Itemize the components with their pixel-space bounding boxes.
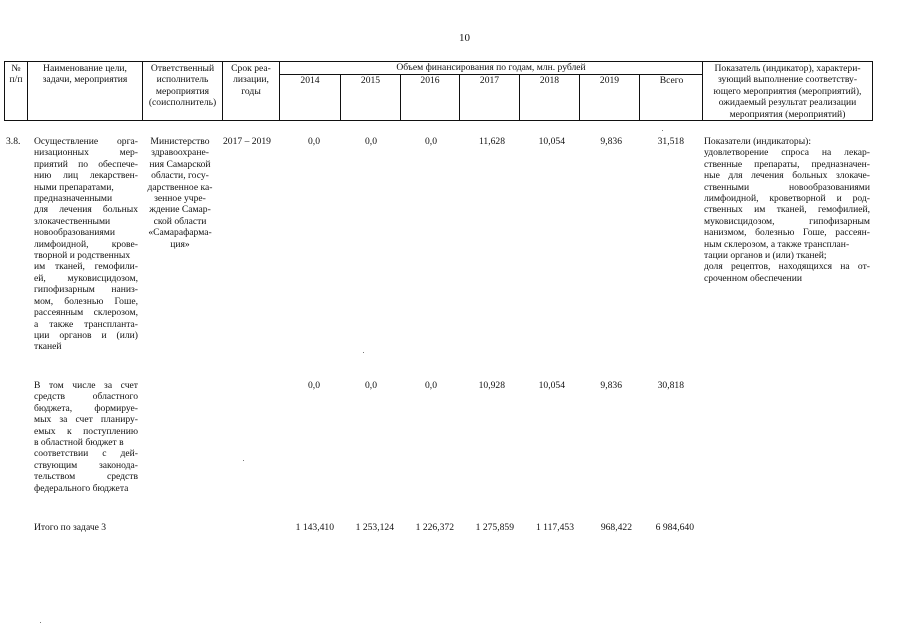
value-2018: 10,054 xyxy=(538,136,565,147)
text-line: ция» xyxy=(170,238,190,250)
text-line: злокачественными xyxy=(34,215,111,227)
header-name: Наименование цели, задачи, мероприятия xyxy=(28,62,143,120)
text-line: сроченном обеспечении xyxy=(704,272,802,284)
text-line: ственными новообразованиями xyxy=(704,181,870,193)
total-2014: 1 143,410 xyxy=(295,522,334,533)
text-line: удовлетворение спроса на лекар- xyxy=(704,147,870,159)
text-line: новообразованиями xyxy=(34,227,116,239)
text-line: предназначенными xyxy=(34,193,113,205)
header-year-2016: 2016 xyxy=(401,74,460,120)
text-line: а также транспланта- xyxy=(34,318,138,330)
page-number: 10 xyxy=(459,32,470,44)
row-number: 3.8. xyxy=(6,136,21,147)
text-line: мом, болезнью Гоше, xyxy=(34,295,138,307)
value-2015: 0,0 xyxy=(365,136,377,147)
text-line: рассеянным склерозом, xyxy=(34,307,138,319)
total-2019: 968,422 xyxy=(600,522,632,533)
text-line: Осуществление орга- xyxy=(34,136,138,147)
text-line: ным склерозом, а также трансплан- xyxy=(704,238,850,250)
header-financing xyxy=(280,62,703,120)
value-2017: 11,628 xyxy=(478,136,505,147)
text-line: нию лиц лекарствен- xyxy=(34,170,138,182)
text-line: тации органов и (или) тканей; xyxy=(704,250,827,262)
scan-speck xyxy=(243,460,244,461)
total-2015: 1 253,124 xyxy=(355,522,394,533)
text-line: в областной бюджет в xyxy=(34,437,124,449)
header-year-2019: 2019 xyxy=(580,74,640,120)
total-2017: 1 275,859 xyxy=(475,522,514,533)
text-line: ской области xyxy=(153,215,207,227)
row-indicator xyxy=(704,136,870,284)
scan-speck xyxy=(40,622,41,623)
text-line: здравоохране- xyxy=(151,147,209,159)
row-name xyxy=(34,136,138,353)
header-year-2017: 2017 xyxy=(460,74,520,120)
text-line: лимфоидной, крове- xyxy=(34,238,138,250)
value-2015: 0,0 xyxy=(365,380,377,391)
text-line: соответствии с дей- xyxy=(34,448,138,460)
value-2016: 0,0 xyxy=(425,136,437,147)
total-row-label: Итого по задаче 3 xyxy=(34,522,107,533)
text-line: тельством средств xyxy=(34,471,138,483)
header-year-2018: 2018 xyxy=(520,74,580,120)
text-line: для лечения больных xyxy=(34,204,138,216)
table-header xyxy=(4,61,873,121)
value-2016: 0,0 xyxy=(425,380,437,391)
text-line: Министерство xyxy=(150,136,210,147)
text-line: творной и родственных xyxy=(34,250,131,262)
text-line: ей, муковисцидозом, xyxy=(34,272,138,284)
total-2018: 1 117,453 xyxy=(535,522,574,533)
text-line: федерального бюджета xyxy=(34,482,129,494)
text-line: низационных мер- xyxy=(34,147,138,159)
text-line: ными препаратами, xyxy=(34,181,114,193)
text-line: «Самарафарма- xyxy=(148,227,212,239)
text-line: гипофизарным наниз- xyxy=(34,284,138,296)
scan-speck xyxy=(662,130,663,131)
value-total: 31,518 xyxy=(657,136,684,147)
text-line: приятий по обеспече- xyxy=(34,158,138,170)
text-line: ния Самарской xyxy=(149,158,211,170)
text-line: бюджета, формируе- xyxy=(34,402,138,414)
value-2019: 9,836 xyxy=(600,136,622,147)
text-line: емых к поступлению xyxy=(34,425,138,437)
value-total: 30,818 xyxy=(657,380,684,391)
value-2014: 0,0 xyxy=(308,136,320,147)
value-2019: 9,836 xyxy=(600,380,622,391)
text-line: доля рецептов, находящихся на от- xyxy=(704,261,870,273)
header-year-2014: 2014 xyxy=(280,74,341,120)
text-line: лимфоидной, кроветворной и род- xyxy=(704,193,870,205)
text-line: нанизмом, болезнью Гоше, рассеян- xyxy=(704,227,870,239)
text-line: ждение Самар- xyxy=(149,204,211,216)
header-num: № п/п xyxy=(5,62,28,120)
text-line: ции органов и (или) xyxy=(34,329,138,341)
text-line: В том числе за счет xyxy=(34,380,138,391)
row-name-subtotal xyxy=(34,380,138,494)
text-line: им тканей, гемофили- xyxy=(34,261,138,273)
text-line: муковисцидозом, гипофизарным xyxy=(704,215,870,227)
total-all: 6 984,640 xyxy=(655,522,694,533)
value-2017: 10,928 xyxy=(478,380,505,391)
text-line: зенное учре- xyxy=(154,193,206,205)
text-line: ные для лечения больных злокаче- xyxy=(704,170,870,182)
header-responsible: Ответственный исполнитель мероприятия (соисполнитель) xyxy=(143,62,223,120)
text-line: средств областного xyxy=(34,391,138,403)
text-line: тканей xyxy=(34,341,62,353)
header-indicator: Показатель (индикатор), характери- зующий выполнение соответству- ющего мероприятия (мероприятий), ожидаемый результат реализации мероприятия (мероприятий) xyxy=(713,63,862,120)
text-line: области, госу- xyxy=(151,170,209,182)
value-2014: 0,0 xyxy=(308,380,320,391)
header-financing-title: Объем финансирования по годам, млн. рублей xyxy=(280,62,702,75)
text-line: ственные препараты, предназначен- xyxy=(704,158,870,170)
row-term: 2017 – 2019 xyxy=(223,136,271,147)
header-year-2015: 2015 xyxy=(341,74,401,120)
total-2016: 1 226,372 xyxy=(415,522,454,533)
header-total: Всего xyxy=(659,75,684,86)
scan-speck xyxy=(363,352,364,353)
text-line: ственных им тканей, гемофилией, xyxy=(704,204,870,216)
value-2018: 10,054 xyxy=(538,380,565,391)
row-responsible xyxy=(142,136,218,250)
text-line: ствующим законода- xyxy=(34,459,138,471)
text-line: Показатели (индикаторы): xyxy=(704,136,812,147)
header-term: Срок реа- лизации, годы xyxy=(223,62,280,120)
text-line: мых за счет планиру- xyxy=(34,414,138,426)
text-line: дарственное ка- xyxy=(147,181,213,193)
